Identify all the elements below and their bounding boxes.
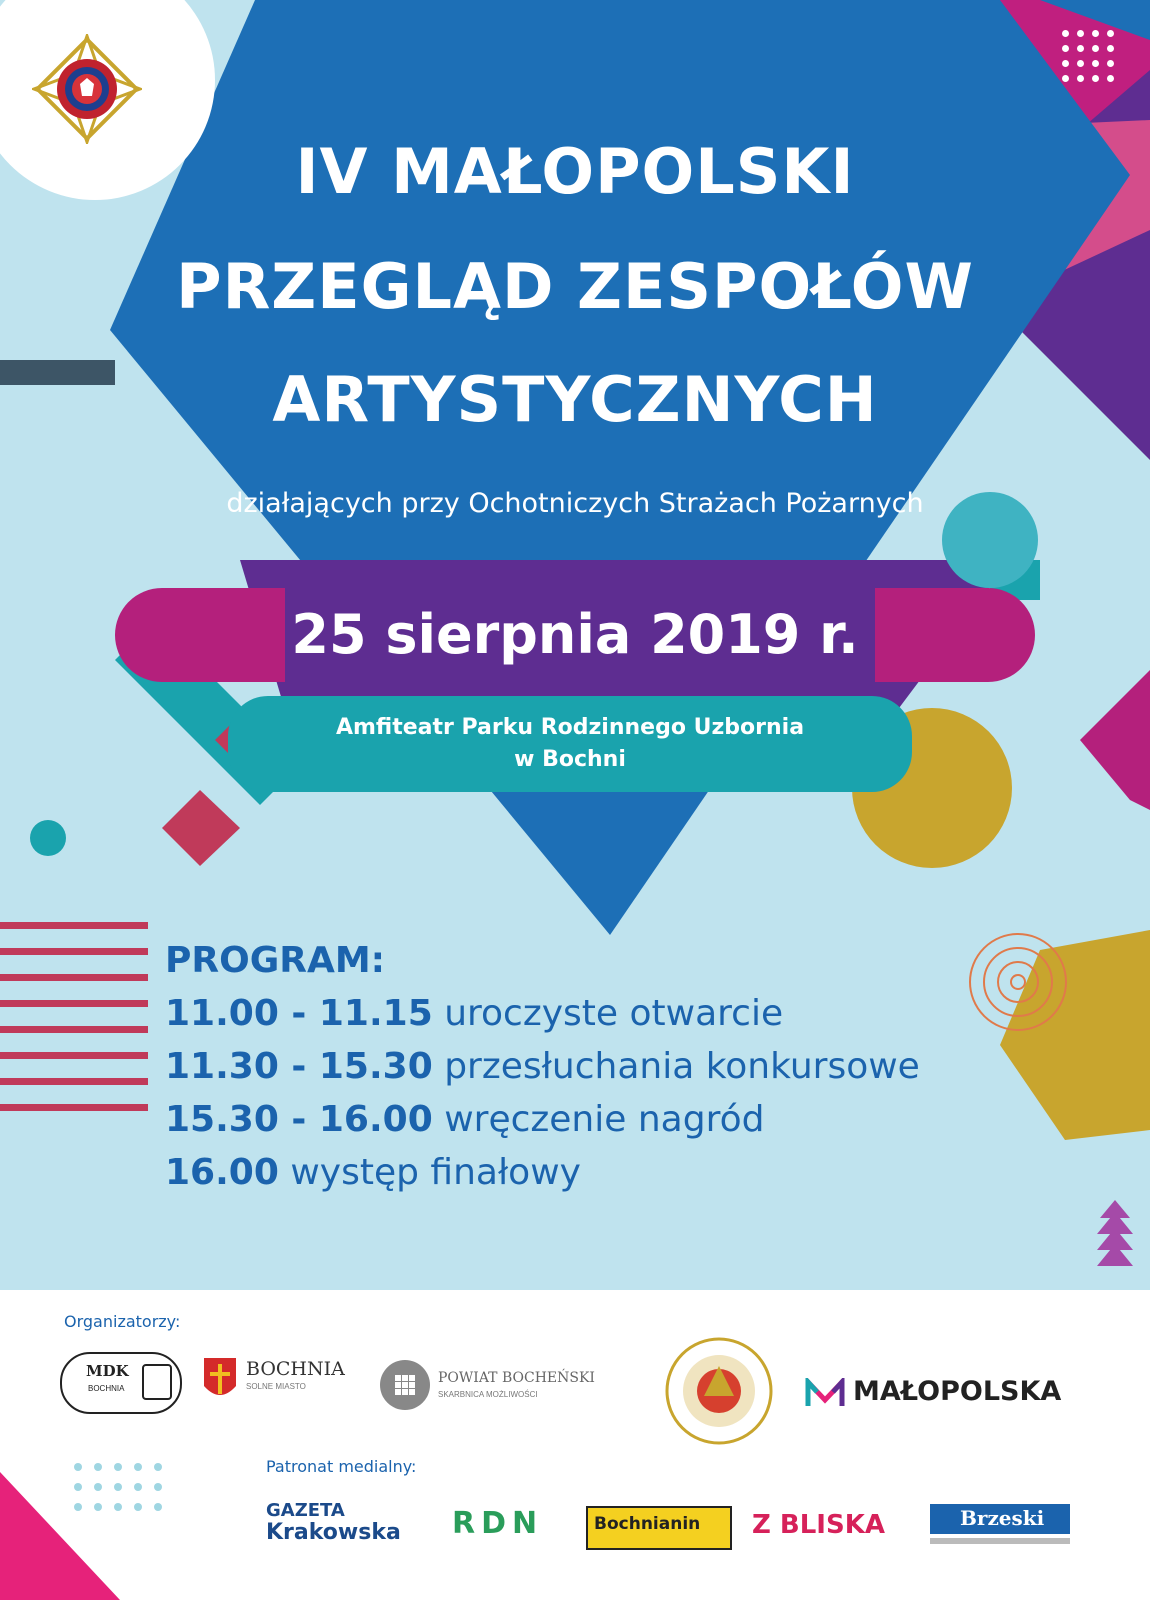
venue-line-2: w Bochni	[514, 747, 626, 772]
program-heading: PROGRAM:	[165, 940, 386, 981]
z-bliska-logo: Z BLISKA	[752, 1510, 885, 1540]
subtitle: działających przy Ochotniczych Strażach Pożarnych	[226, 488, 924, 519]
bochnia-crest-icon	[202, 1356, 238, 1404]
program-item: 16.00 występ finałowy	[165, 1152, 581, 1193]
program-item: 11.00 - 11.15 uroczyste otwarcie	[165, 993, 784, 1034]
rdn-logo: RDN	[452, 1506, 544, 1541]
program-item: 11.30 - 15.30 przesłuchania konkursowe	[165, 1046, 920, 1087]
event-date: 25 sierpnia 2019 r.	[291, 603, 859, 666]
dot-grid	[1062, 30, 1122, 90]
date-banner	[115, 588, 1035, 682]
gazeta-krakowska-logo: GAZETA Krakowska	[266, 1500, 401, 1545]
corner-decoration	[0, 1452, 180, 1600]
firefighter-emblem-icon	[664, 1336, 774, 1446]
malopolska-m-icon	[805, 1378, 845, 1408]
powiat-grid-icon	[393, 1373, 417, 1397]
program-item: 15.30 - 16.00 wręczenie nagród	[165, 1099, 765, 1140]
brzeski-logo: Brzeski	[930, 1504, 1070, 1548]
fire-brigade-emblem-icon	[32, 34, 142, 144]
venue-line-1: Amfiteatr Parku Rodzinnego Uzbornia	[335, 715, 805, 740]
bochnia-logo: BOCHNIA SOLNE MIASTO	[202, 1356, 362, 1416]
media-label: Patronat medialny:	[266, 1457, 417, 1476]
title-line-3: ARTYSTYCZNYCH	[272, 363, 878, 436]
powiat-logo: POWIAT BOCHEŃSKI SKARBNICA MOŻLIWOŚCI	[380, 1360, 620, 1416]
title-line-2: PRZEGLĄD ZESPOŁÓW	[176, 250, 974, 323]
organizers-label: Organizatorzy:	[64, 1312, 181, 1331]
mdk-logo: MDK BOCHNIA	[60, 1352, 182, 1414]
malopolska-logo: MAŁOPOLSKA	[805, 1372, 1085, 1412]
venue-banner	[228, 696, 912, 792]
bochnianin-logo: Bochnianin	[586, 1506, 732, 1550]
title-line-1: IV MAŁOPOLSKI	[295, 135, 855, 208]
